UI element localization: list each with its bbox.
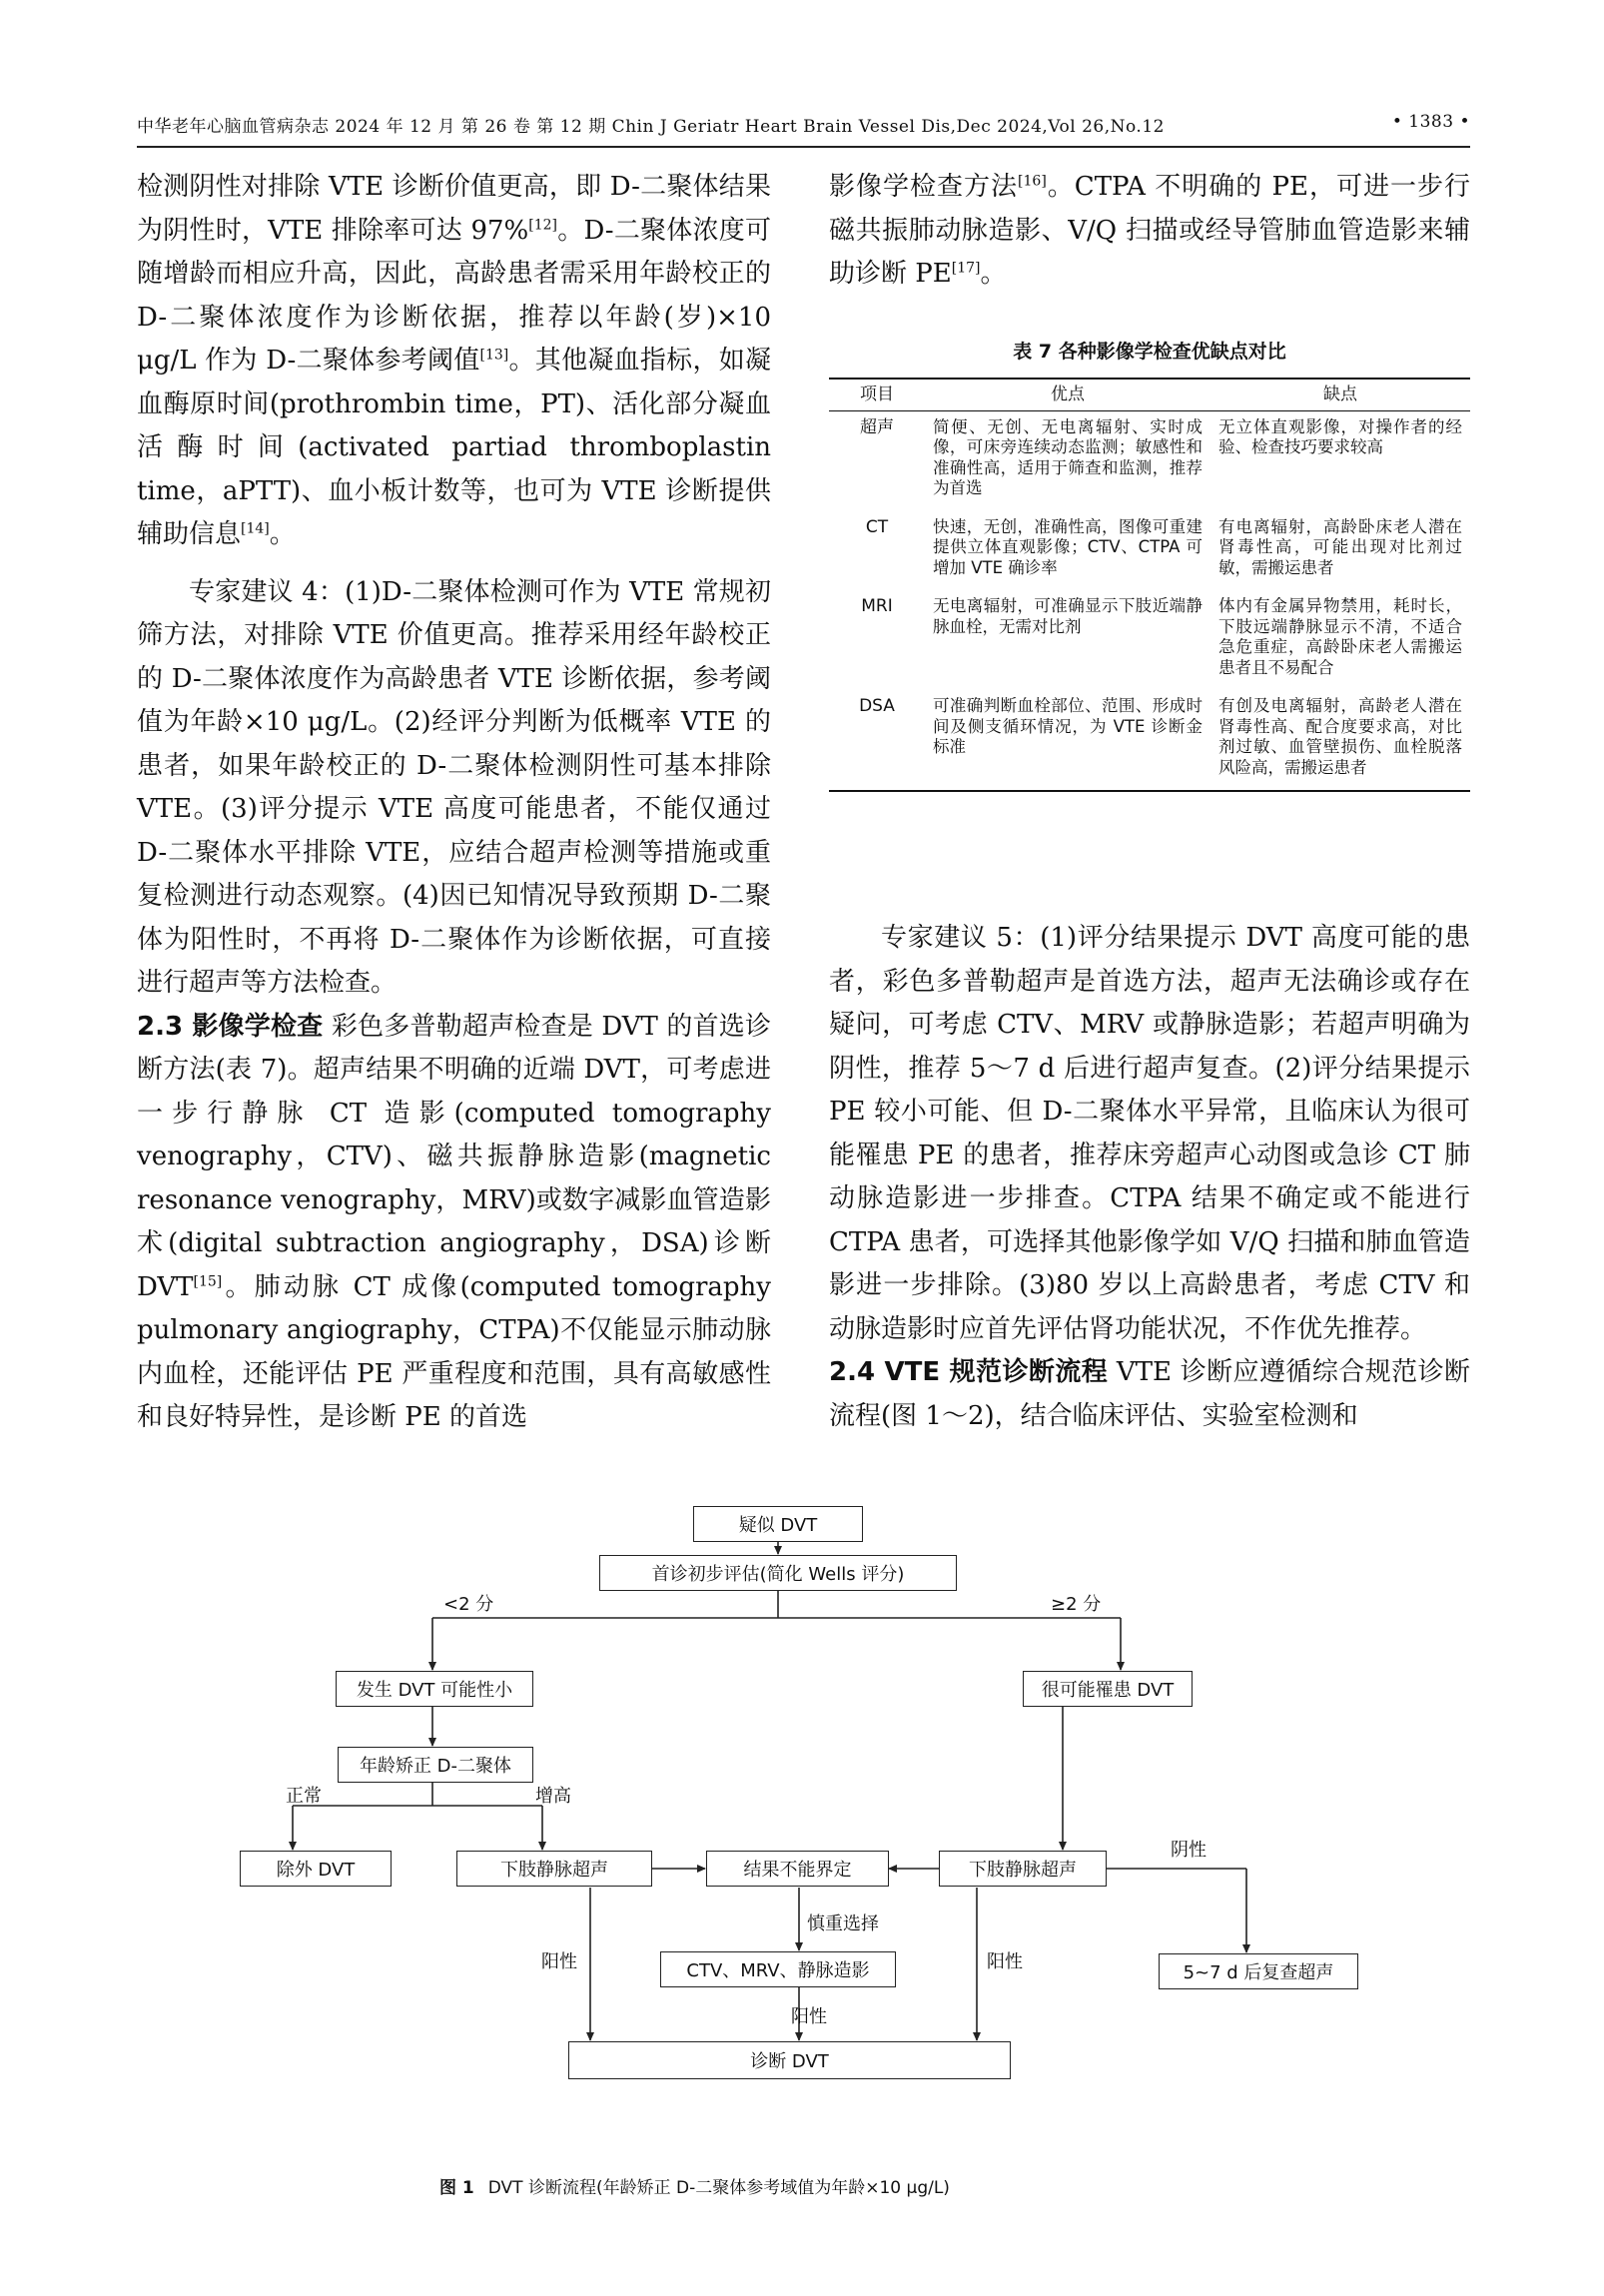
cell-item: CT — [865, 516, 889, 537]
node-recheck-ultrasound: 5~7 d 后复查超声 — [1159, 1953, 1358, 1989]
citation-15: [15] — [193, 1272, 223, 1289]
label-low-score: <2 分 — [443, 1594, 494, 1615]
journal-citation: 中华老年心脑血管病杂志 2024 年 12 月 第 26 卷 第 12 期 Chin J Geriatr Heart Brain Vessel Dis,Dec 2024,Vol 26,No.12 — [137, 117, 1165, 137]
text-run: 。其他凝血指标，如凝血酶原时间(prothrombin time，PT)、活化部分凝血活酶时间(activated partiad thromboplastin time，aPTT)、血小板计数等，也可为 VTE 诊断提供辅助信息 — [137, 346, 771, 549]
header-con: 缺点 — [1210, 379, 1470, 410]
citation-17: [17] — [951, 260, 981, 277]
paragraph-ctpa — [829, 166, 1470, 297]
node-diagnose-dvt: 诊断 DVT — [568, 2041, 1011, 2079]
citation-16: [16] — [1018, 173, 1047, 190]
cell-con: 无立体直观影像，对操作者的经验、检查技巧要求较高 — [1218, 416, 1462, 456]
section-title: 2.3 影像学检查 — [137, 1011, 324, 1042]
citation-12: [12] — [528, 216, 557, 233]
citation-14: [14] — [241, 520, 270, 537]
cell-con: 有创及电离辐射，高龄老人潜在肾毒性高、配合度要求高，对比剂过敏、血管壁损伤、血栓脱落风险高，需搬运患者 — [1210, 690, 1470, 791]
text-run: 影像学检查方法 — [829, 172, 1019, 202]
table-row — [829, 590, 1470, 690]
node-ultrasound-right: 下肢静脉超声 — [939, 1851, 1107, 1887]
right-column — [829, 166, 1470, 297]
section-2-3 — [137, 1006, 771, 1440]
text-run: 彩色多普勒超声检查是 DVT 的首选诊断方法(表 7)。超声结果不明确的近端 DVT，可考虑进一步行静脉 CT 造影(computed tomography venography，CTV)、磁共振静脉造影(magnetic resonance venography，MRV)或数字减影血管造影术(digital subtraction angiography，DSA)诊断 DVT — [137, 1011, 771, 1302]
page-number: • 1383 • — [1391, 112, 1470, 132]
paragraph-ddimer — [137, 166, 771, 557]
node-ctv-mrv-venography: CTV、MRV、静脉造影 — [660, 1951, 896, 1987]
table-header-row — [829, 379, 1470, 410]
text-run: 。 — [980, 259, 1007, 289]
label-positive-mid: 阳性 — [791, 2006, 827, 2027]
left-column — [137, 166, 771, 1440]
label-elevated: 增高 — [535, 1786, 571, 1807]
label-negative: 阴性 — [1171, 1840, 1206, 1861]
header-item: 项目 — [829, 379, 925, 410]
text-run: 。D-二聚体浓度可随增龄而相应升高，因此，高龄患者需采用年龄校正的 D-二聚体浓度作为诊断依据，推荐以年龄(岁)×10 μg/L 作为 D-二聚体参考阈值 — [137, 215, 771, 376]
cell-item: MRI — [861, 596, 893, 616]
table-row — [829, 690, 1470, 791]
text-run: VTE 诊断应遵循综合规范诊断流程(图 1～2)，结合临床评估、实验室检测和 — [829, 1357, 1470, 1431]
label-positive-left: 阳性 — [541, 1951, 577, 1972]
cell-con: 体内有金属异物禁用，耗时长，下肢远端静脉显示不清，不适合急危重症，高龄卧床老人需搬运患者且不易配合 — [1218, 596, 1462, 677]
header-rule — [137, 146, 1470, 148]
section-title: 2.4 VTE 规范诊断流程 — [829, 1357, 1109, 1387]
node-exclude-dvt: 除外 DVT — [240, 1851, 392, 1887]
cell-pro: 可准确判断血栓部位、范围、形成时间及侧支循环情况，为 VTE 诊断金标准 — [925, 690, 1210, 791]
expert-advice-5: 专家建议 5：(1)评分结果提示 DVT 高度可能的患者，彩色多普勒超声是首选方法，超声无法确诊或存在疑问，可考虑 CTV、MRV 或静脉造影；若超声明确为阴性，推荐 5～7 d 后进行超声复查。(2)评分结果提示 PE 较小可能、但 D-二聚体水平异常，且临床认为很可能罹患 PE 的患者，推荐床旁超声心动图或急诊 CT 肺动脉造影进一步排查。CTPA 结果不确定或不能进行 CTPA 患者，可选择其他影像学如 V/Q 扫描和肺血管造影进一步排除。(3)80 岁以上高龄患者，考虑 CTV 和动脉造影时应首先评估肾功能状况，不作优先推荐。 — [829, 923, 1470, 1344]
table-row — [829, 410, 1470, 511]
label-normal: 正常 — [286, 1786, 322, 1807]
node-initial-assessment: 首诊初步评估(简化 Wells 评分) — [599, 1555, 957, 1591]
text-run: 。 — [269, 519, 296, 549]
text-run: 。肺动脉 CT 成像(computed tomography pulmonary angiography，CTPA)不仅能显示肺动脉内血栓，还能评估 PE 严重程度和范围，具有高敏感性和良好特异性，是诊断 PE 的首选 — [137, 1271, 771, 1432]
expert-advice-4: 专家建议 4：(1)D-二聚体检测可作为 VTE 常规初筛方法，对排除 VTE 价值更高。推荐采用经年龄校正的 D-二聚体浓度作为高龄患者 VTE 诊断依据，参考阈值为年龄×10 μg/L。(2)经评分判断为低概率 VTE 的患者，如果年龄校正的 D-二聚体检测阴性可基本排除 VTE。(3)评分提示 VTE 高度可能患者，不能仅通过 D-二聚体水平排除 VTE，应结合超声检测等措施或重复检测进行动态观察。(4)因已知情况导致预期 D-二聚体为阳性时，不再将 D-二聚体作为诊断依据，可直接进行超声等方法检查。 — [137, 576, 771, 998]
figure-caption — [439, 2173, 1298, 2198]
table-row — [829, 511, 1470, 591]
figure-caption-text: DVT 诊断流程(年龄矫正 D-二聚体参考域值为年龄×10 μg/L) — [487, 2178, 950, 2198]
label-high-score: ≥2 分 — [1051, 1594, 1102, 1615]
cell-item: 超声 — [860, 416, 894, 437]
text-run: 。CTPA 不明确的 PE，可进一步行磁共振肺动脉造影、V/Q 扫描或经导管肺血管造影来辅助诊断 PE — [829, 172, 1470, 289]
node-suspect-dvt: 疑似 DVT — [693, 1506, 863, 1542]
cell-con: 有电离辐射，高龄卧床老人潜在肾毒性高，可能出现对比剂过敏，需搬运患者 — [1218, 516, 1462, 577]
table-caption: 表 7 各种影像学检查优缺点对比 — [1013, 341, 1286, 363]
node-ultrasound-left: 下肢静脉超声 — [456, 1851, 652, 1887]
node-undetermined: 结果不能界定 — [706, 1851, 889, 1887]
header-pro: 优点 — [925, 379, 1210, 410]
cell-pro: 简便、无创、无电离辐射、实时成像，可床旁连续动态监测；敏感性和准确性高，适用于筛查和监测，推荐为首选 — [933, 416, 1203, 497]
figure-number: 图 1 — [439, 2178, 474, 2198]
cell-item: DSA — [829, 690, 925, 791]
node-age-adjusted-ddimer: 年龄矫正 D-二聚体 — [338, 1747, 533, 1783]
node-low-probability: 发生 DVT 可能性小 — [336, 1671, 533, 1707]
running-header — [137, 112, 1470, 138]
citation-13: [13] — [479, 347, 509, 364]
table-7 — [829, 378, 1470, 792]
text-run: 检测阴性对排除 VTE 诊断价值更高，即 D-二聚体结果为阴性时，VTE 排除率可达 97% — [137, 172, 771, 246]
node-high-probability: 很可能罹患 DVT — [1023, 1671, 1193, 1707]
cell-pro: 无电离辐射，可准确显示下肢近端静脉血栓，无需对比剂 — [933, 596, 1203, 636]
label-careful-choice: 慎重选择 — [807, 1913, 879, 1934]
section-2-4 — [829, 1351, 1470, 1438]
label-positive-right: 阳性 — [987, 1951, 1023, 1972]
cell-pro: 快速，无创，准确性高，图像可重建提供立体直观影像；CTV、CTPA 可增加 VTE 确诊率 — [933, 516, 1203, 577]
right-column-lower — [829, 917, 1470, 1438]
